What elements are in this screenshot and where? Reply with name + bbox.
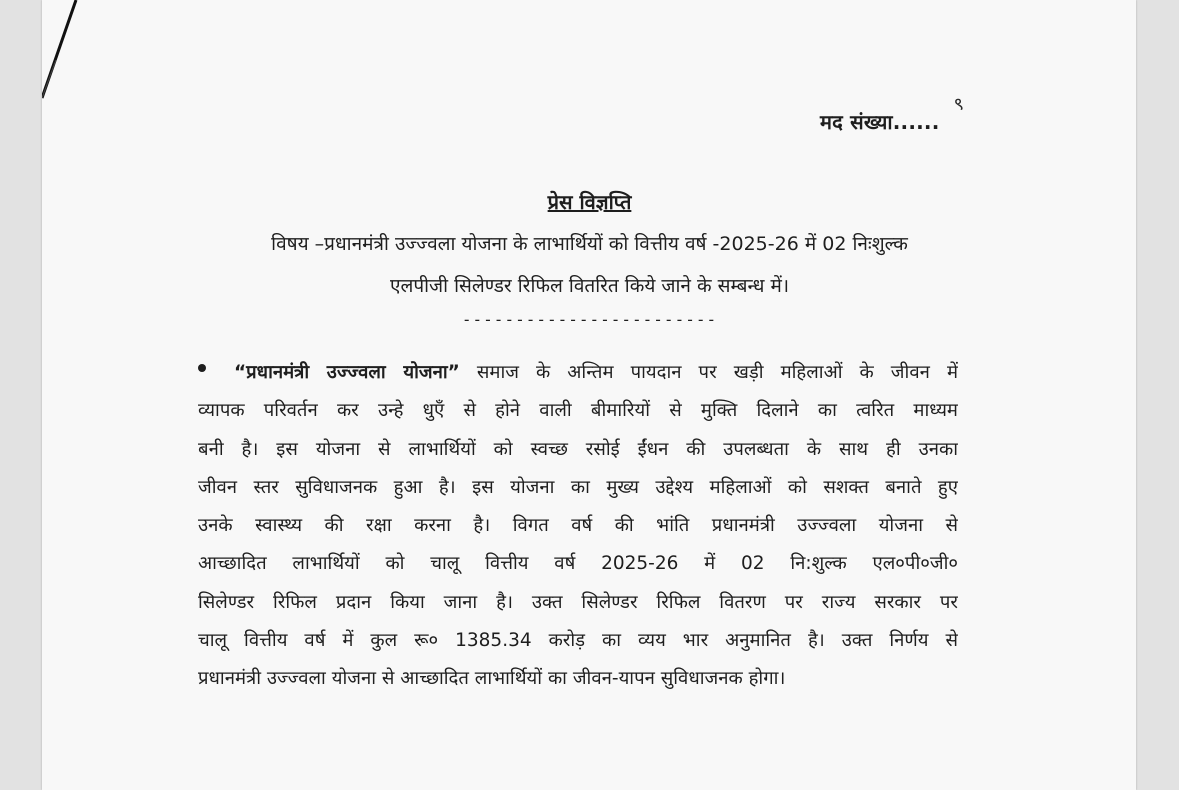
subject-line-2: एलपीजी सिलेण्डर रिफिल वितरित किये जाने के सम्बन्ध में।	[389, 275, 790, 297]
item-number-text: मद संख्या......	[820, 110, 940, 134]
body-line: व्यापक परिवर्तन कर उन्हे धुएँ से होने वाली बीमारियों से मुक्ति दिलाने का त्वरित माध्यम	[198, 400, 958, 422]
body-line	[198, 354, 958, 392]
separator-line: ------------------------	[461, 310, 718, 329]
body-line: जीवन स्तर सुविधाजनक हुआ है। इस योजना का मुख्य उद्देश्य महिलाओं को सशक्त बनाते हुए	[198, 476, 958, 498]
body-line: सिलेण्डर रिफिल प्रदान किया जाना है। उक्त सिलेण्डर रिफिल वितरण पर राज्य सरकार पर	[198, 591, 958, 613]
item-number-value: ९	[952, 93, 966, 116]
body-paragraph	[198, 354, 958, 699]
page-corner-curl	[42, 0, 122, 110]
page-title: प्रेस विज्ञप्ति	[547, 190, 632, 214]
item-number-label	[820, 108, 940, 135]
body-line: उनके स्वास्थ्य की रक्षा करना है। विगत वर्ष की भांति प्रधानमंत्री उज्ज्वला योजना से	[198, 515, 958, 537]
subject-line-1: विषय –प्रधानमंत्री उज्ज्वला योजना के लाभार्थियों को वित्तीय वर्ष -2025-26 में 02 निःशुल्क	[271, 233, 908, 255]
body-line-1-rest: समाज के अन्तिम पायदान पर खड़ी महिलाओं के जीवन में	[459, 362, 958, 383]
scheme-name: “प्रधानमंत्री उज्ज्वला योजना”	[234, 362, 460, 383]
body-line: आच्छादित लाभार्थियों को चालू वित्तीय वर्ष 2025-26 में 02 नि:शुल्क एल०पी०जी०	[198, 553, 958, 575]
body-line: बनी है। इस योजना से लाभार्थियों को स्वच्छ रसोई ईंधन की उपलब्धता के साथ ही उनका	[198, 438, 958, 460]
body-line: प्रधानमंत्री उज्ज्वला योजना से आच्छादित लाभार्थियों का जीवन-यापन सुविधाजनक होगा।	[198, 668, 786, 690]
body-line: चालू वित्तीय वर्ष में कुल रू० 1385.34 करोड़ का व्यय भार अनुमानित है। उक्त निर्णय से	[198, 630, 958, 652]
